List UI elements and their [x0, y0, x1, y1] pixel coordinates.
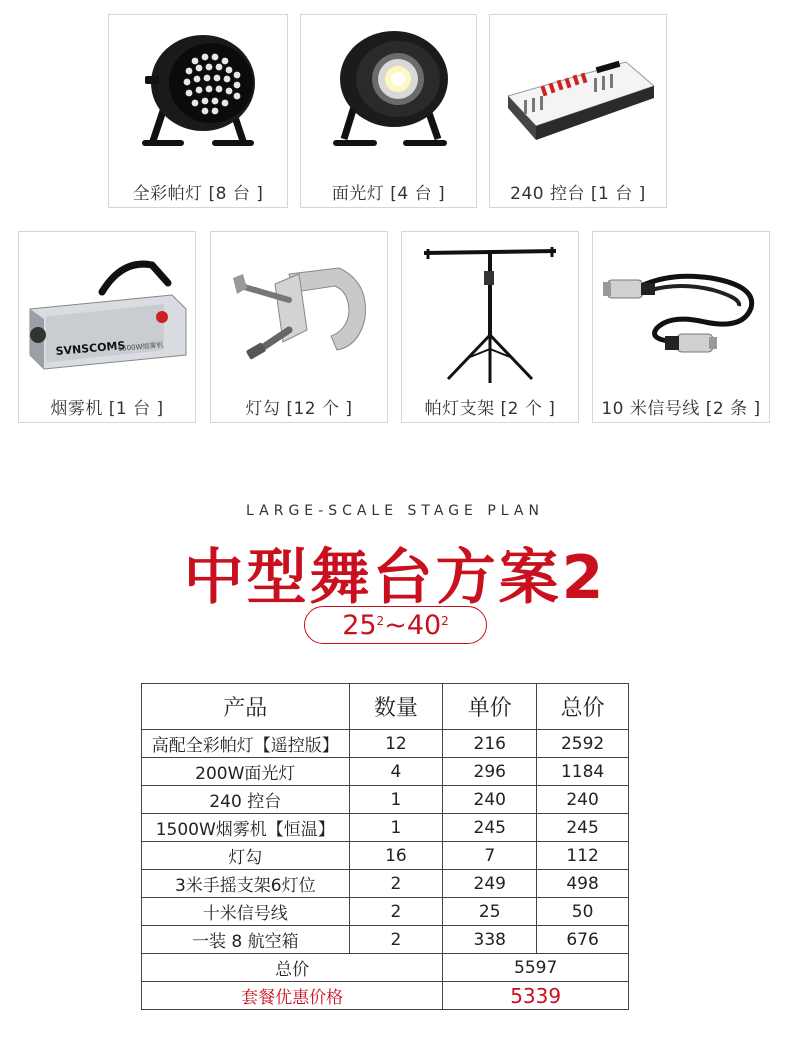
- cell-total-price: 1184: [537, 758, 629, 786]
- lighting-stand-icon: [402, 232, 578, 392]
- product-card-stand[interactable]: [401, 231, 579, 423]
- table-row: [142, 758, 629, 786]
- par-light-rgb-icon: [109, 15, 287, 177]
- cell-unit-price: 7: [443, 842, 537, 870]
- light-hook-clamp-icon: [211, 232, 387, 392]
- header-total-price: 总价: [537, 684, 629, 730]
- cell-quantity: 1: [349, 814, 443, 842]
- cell-total-price: 50: [537, 898, 629, 926]
- cell-total-price: 240: [537, 786, 629, 814]
- product-card-fog-machine[interactable]: [18, 231, 196, 423]
- fog-machine-icon: [19, 232, 195, 392]
- product-card-console[interactable]: [489, 14, 667, 208]
- promo-row: [142, 982, 629, 1010]
- cell-quantity: 4: [349, 758, 443, 786]
- product-caption: 10 米信号线 [2 条 ]: [601, 398, 761, 419]
- header-quantity: 数量: [349, 684, 443, 730]
- cell-product: 高配全彩帕灯【遥控版】: [142, 730, 350, 758]
- cell-quantity: 12: [349, 730, 443, 758]
- cell-product: 一装 8 航空箱: [142, 926, 350, 954]
- cell-total-price: 2592: [537, 730, 629, 758]
- cell-product: 200W面光灯: [142, 758, 350, 786]
- area-separator: ~: [384, 609, 407, 641]
- product-caption: 面光灯 [4 台 ]: [331, 183, 446, 204]
- total-row: [142, 954, 629, 982]
- product-caption: 全彩帕灯 [8 台 ]: [132, 183, 264, 204]
- svg-text:1500W烟雾机: 1500W烟雾机: [117, 341, 164, 353]
- price-table: [141, 683, 629, 1010]
- cell-unit-price: 296: [443, 758, 537, 786]
- cell-quantity: 2: [349, 926, 443, 954]
- area-to: 40: [406, 609, 442, 641]
- svg-text:SVNSCOMS: SVNSCOMS: [55, 338, 126, 358]
- cell-quantity: 2: [349, 870, 443, 898]
- product-caption: 240 控台 [1 台 ]: [510, 183, 646, 204]
- product-card-cob-light[interactable]: [300, 14, 477, 208]
- cell-unit-price: 245: [443, 814, 537, 842]
- cell-total-price: 498: [537, 870, 629, 898]
- product-card-cable[interactable]: [592, 231, 770, 423]
- cell-total-price: 676: [537, 926, 629, 954]
- cell-product: 240 控台: [142, 786, 350, 814]
- table-row: [142, 730, 629, 758]
- cell-product: 十米信号线: [142, 898, 350, 926]
- table-header-row: [142, 684, 629, 730]
- area-unit: 2: [376, 614, 385, 628]
- xlr-signal-cable-icon: [593, 232, 769, 392]
- cell-unit-price: 25: [443, 898, 537, 926]
- header-unit-price: 单价: [443, 684, 537, 730]
- cell-total-price: 112: [537, 842, 629, 870]
- promo-label: 套餐优惠价格: [142, 982, 443, 1010]
- table-row: [142, 926, 629, 954]
- cell-unit-price: 216: [443, 730, 537, 758]
- plan-title: 中型舞台方案2: [183, 543, 607, 613]
- table-row: [142, 786, 629, 814]
- product-caption: 帕灯支架 [2 个 ]: [424, 398, 556, 419]
- cell-total-price: 245: [537, 814, 629, 842]
- table-row: [142, 842, 629, 870]
- table-row: [142, 898, 629, 926]
- cell-product: 1500W烟雾机【恒温】: [142, 814, 350, 842]
- area-unit: 2: [441, 614, 449, 628]
- promo-value: 5339: [443, 982, 629, 1010]
- product-card-hook[interactable]: [210, 231, 388, 423]
- cell-unit-price: 240: [443, 786, 537, 814]
- product-caption: 烟雾机 [1 台 ]: [50, 398, 164, 419]
- cell-quantity: 2: [349, 898, 443, 926]
- dmx-console-icon: [490, 15, 666, 177]
- header-product: 产品: [142, 684, 350, 730]
- cell-unit-price: 249: [443, 870, 537, 898]
- total-label: 总价: [142, 954, 443, 982]
- cell-product: 灯勾: [142, 842, 350, 870]
- cell-product: 3米手摇支架6灯位: [142, 870, 350, 898]
- cell-quantity: 16: [349, 842, 443, 870]
- product-card-par-light[interactable]: [108, 14, 288, 208]
- table-row: [142, 814, 629, 842]
- product-caption: 灯勾 [12 个 ]: [245, 398, 353, 419]
- area-from: 25: [342, 609, 377, 641]
- total-value: 5597: [443, 954, 629, 982]
- table-row: [142, 870, 629, 898]
- cell-unit-price: 338: [443, 926, 537, 954]
- cob-par-light-icon: [301, 15, 476, 177]
- cell-quantity: 1: [349, 786, 443, 814]
- area-badge: [304, 606, 487, 644]
- plan-subtitle: LARGE-SCALE STAGE PLAN: [246, 503, 544, 519]
